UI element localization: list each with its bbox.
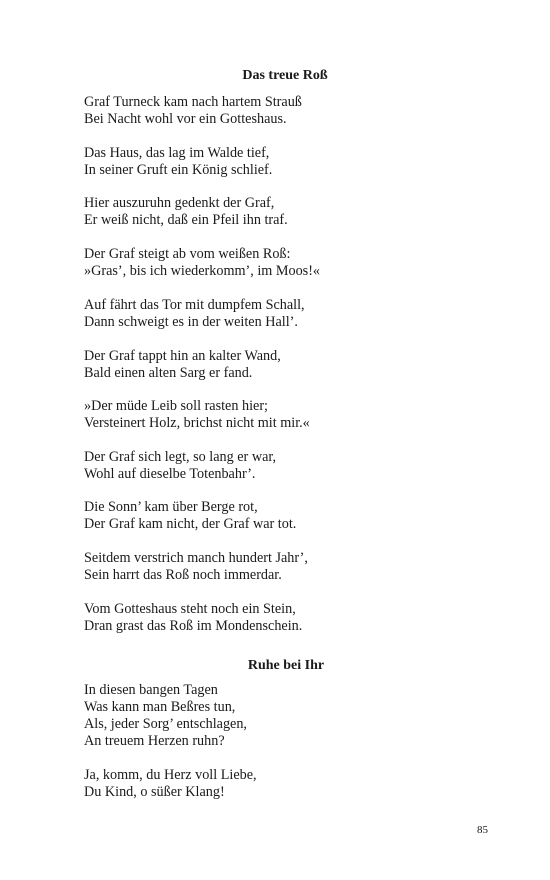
poem-title: Das treue Roß: [242, 68, 328, 83]
verse-line: Ja, komm, du Herz voll Liebe,: [84, 767, 257, 783]
verse-line: Dran grast das Roß im Mondenschein.: [84, 618, 303, 634]
stanza: [84, 767, 257, 801]
verse-line: Du Kind, o süßer Klang!: [84, 784, 225, 800]
verse-line: Der Graf sich legt, so lang er war,: [84, 449, 277, 465]
verse-line: Was kann man Beßres tun,: [84, 699, 236, 715]
verse-line: Wohl auf dieselbe Totenbahr’.: [84, 466, 256, 482]
verse-line: Bald einen alten Sarg er fand.: [84, 365, 253, 381]
verse-line: Hier auszuruhn gedenkt der Graf,: [84, 195, 275, 211]
verse-line: Graf Turneck kam nach hartem Strauß: [84, 94, 302, 110]
verse-line: Dann schweigt es in der weiten Hall’.: [84, 314, 298, 330]
verse-line: Vom Gotteshaus steht noch ein Stein,: [84, 601, 296, 617]
verse-line: »Gras’, bis ich wiederkomm’, im Moos!«: [84, 263, 321, 279]
verse-line: Als, jeder Sorg’ entschlagen,: [84, 716, 247, 732]
verse-line: Seitdem verstrich manch hundert Jahr’,: [84, 550, 308, 566]
stanza: [84, 449, 276, 483]
verse-line: Das Haus, das lag im Walde tief,: [84, 145, 270, 161]
verse-line: Versteinert Holz, brichst nicht mit mir.«: [84, 415, 310, 431]
verse-line: Der Graf kam nicht, der Graf war tot.: [84, 516, 297, 532]
stanza: [84, 145, 272, 179]
stanza: [84, 550, 308, 584]
verse-line: Der Graf steigt ab vom weißen Roß:: [84, 246, 291, 262]
stanza: [84, 682, 247, 750]
verse-line: »Der müde Leib soll rasten hier;: [84, 398, 268, 414]
verse-line: Bei Nacht wohl vor ein Gotteshaus.: [84, 111, 287, 127]
stanza: [84, 297, 305, 331]
stanza: [84, 348, 281, 382]
verse-line: Die Sonn’ kam über Berge rot,: [84, 499, 258, 515]
stanza: [84, 94, 302, 128]
stanza: [84, 601, 302, 635]
verse-line: Auf fährt das Tor mit dumpfem Schall,: [84, 297, 305, 313]
verse-line: In diesen bangen Tagen: [84, 682, 218, 698]
stanza: [84, 195, 288, 229]
stanza: [84, 398, 310, 432]
stanza: [84, 499, 296, 533]
verse-line: Sein harrt das Roß noch immerdar.: [84, 567, 282, 583]
verse-line: In seiner Gruft ein König schlief.: [84, 162, 273, 178]
verse-line: Der Graf tappt hin an kalter Wand,: [84, 348, 281, 364]
verse-line: An treuem Herzen ruhn?: [84, 733, 225, 749]
poem-title: Ruhe bei Ihr: [247, 658, 325, 673]
page-number: 85: [477, 824, 488, 836]
verse-line: Er weiß nicht, daß ein Pfeil ihn traf.: [84, 212, 288, 228]
stanza: [84, 246, 320, 280]
